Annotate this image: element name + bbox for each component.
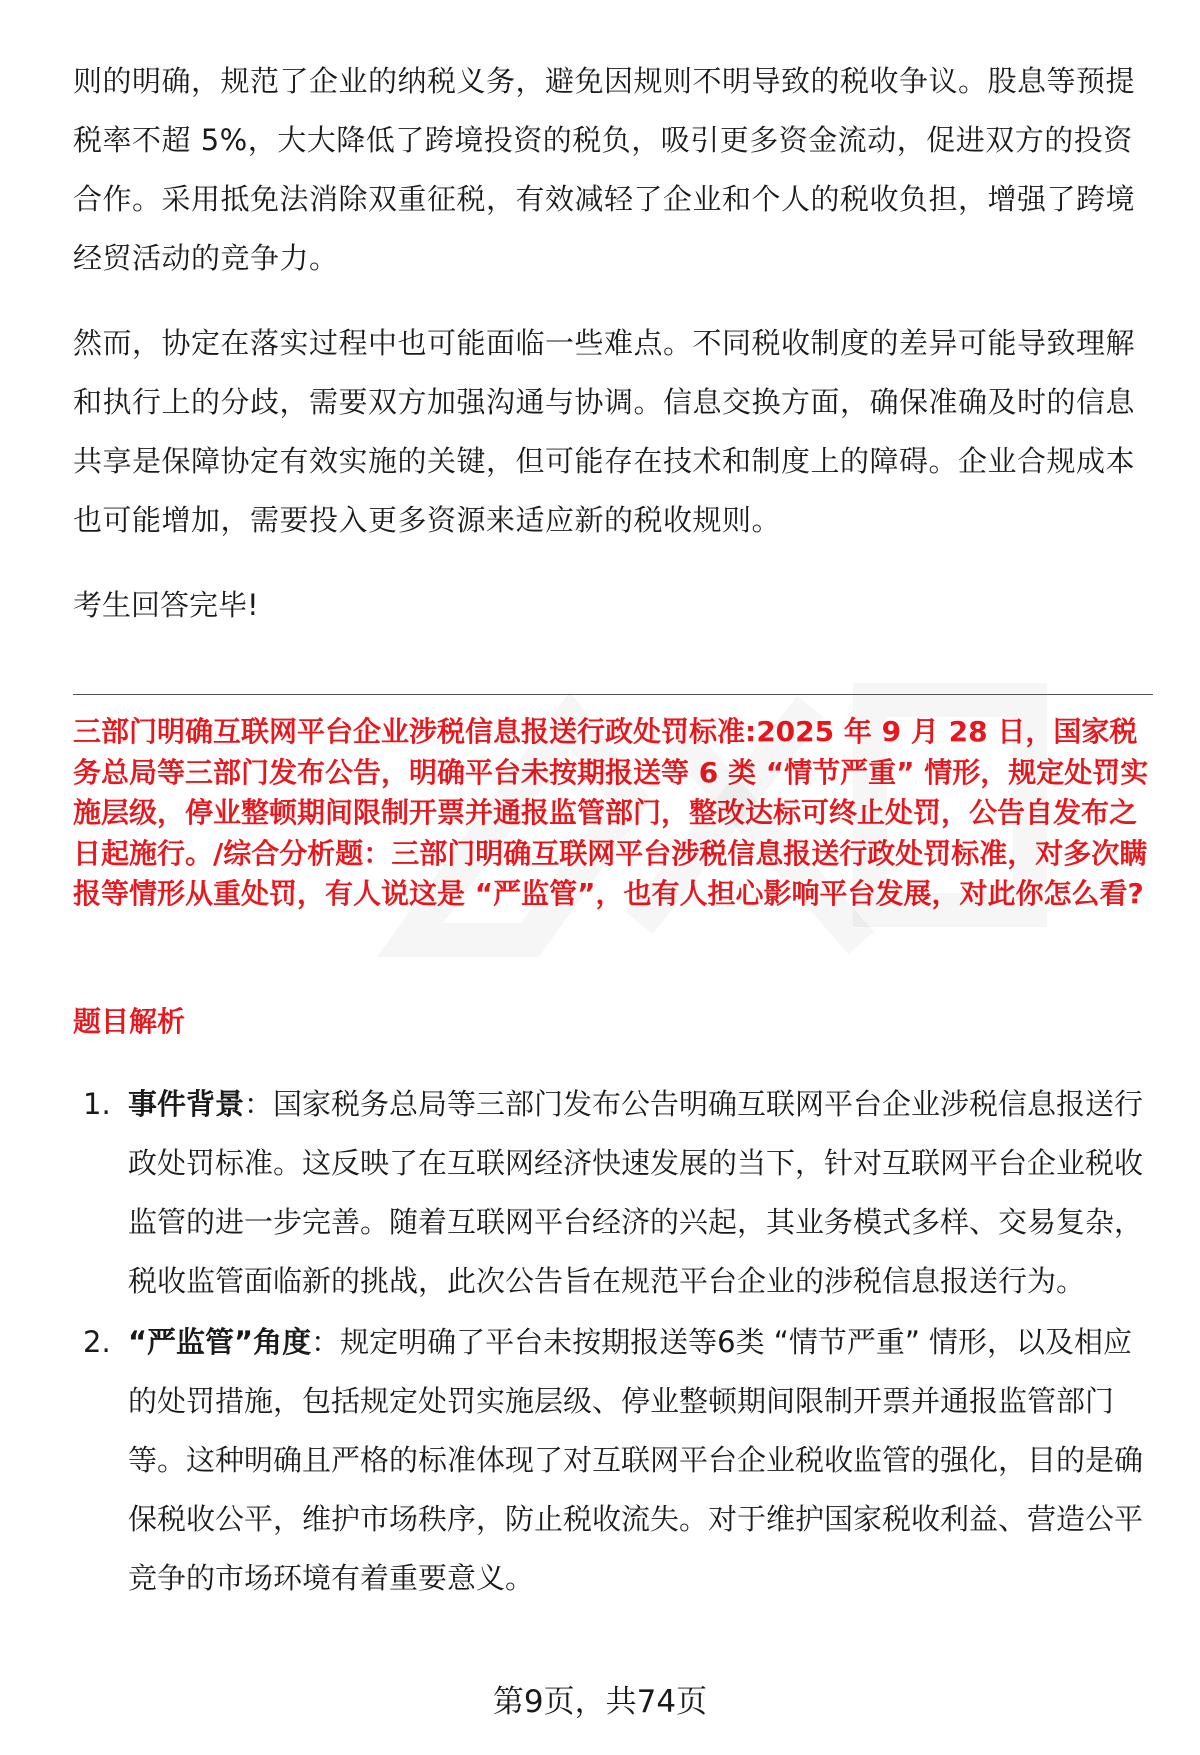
list-number: 2. xyxy=(83,1325,111,1359)
intro-paragraph-2: 然而，协定在落实过程中也可能面临一些难点。不同税收制度的差异可能导致理解和执行上的分歧，需要双方加强沟通与协调。信息交换方面，确保准确及时的信息共享是保障协定有效实施的关键，但可能存在技术和制度上的障碍。企业合规成本也可能增加，需要投入更多资源来适应新的税收规则。 xyxy=(73,326,1136,537)
analysis-title: 题目解析 xyxy=(73,1005,186,1038)
analysis-item-2 xyxy=(73,1313,1153,1608)
intro-section xyxy=(73,52,1153,635)
section-divider xyxy=(73,694,1153,695)
analysis-item-body: ：国家税务总局等三部门发布公告明确互联网平台企业涉税信息报送行政处罚标准。这反映了在互联网经济快速发展的当下，针对互联网平台企业税收监管的进一步完善。随着互联网平台经济的兴起，其业务模式多样、交易复杂，税收监管面临新的挑战，此次公告旨在规范平台企业的涉税信息报送行为。 xyxy=(128,1087,1144,1298)
analysis-item-body: ：规定明确了平台未按期报送等6类 “情节严重” 情形，以及相应的处罚措施，包括规定处罚实施层级、停业整顿期间限制开票并通报监管部门等。这种明确且严格的标准体现了对互联网平台企业税收监管的强化，目的是确保税收公平，维护市场秩序，防止税收流失。对于维护国家税收利益、营造公平竞争的市场环境有着重要意义。 xyxy=(128,1325,1144,1595)
closing-line: 考生回答完毕! xyxy=(73,588,259,622)
page-footer: 第9页，共74页 xyxy=(492,1684,708,1720)
question-heading: 三部门明确互联网平台企业涉税信息报送行政处罚标准:2025 年 9 月 28 日，国家税务总局等三部门发布公告，明确平台未按期报送等 6 类 “情节严重” 情形，规定处罚实施层级，停业整顿期间限制开票并通报监管部门，整改达标可终止处罚，公告自发布之日起施行。/综合分析题：三部门明确互联网平台涉税信息报送行政处罚标准，对多次瞒报等情形从重处罚，有人说这是 “严监管”，也有人担心影响平台发展，对此你怎么看? xyxy=(73,715,1149,910)
list-number: 1. xyxy=(83,1087,111,1121)
intro-paragraph-1: 则的明确，规范了企业的纳税义务，避免因规则不明导致的税收争议。股息等预提税率不超 5%，大大降低了跨境投资的税负，吸引更多资金流动，促进双方的投资合作。采用抵免法消除双重征税，有效减轻了企业和个人的税收负担，增强了跨境经贸活动的竞争力。 xyxy=(73,64,1136,275)
analysis-item-1 xyxy=(73,1075,1153,1311)
analysis-list xyxy=(73,1075,1153,1608)
analysis-item-heading: “严监管”角度 xyxy=(128,1325,312,1359)
analysis-item-heading: 事件背景 xyxy=(128,1087,245,1121)
